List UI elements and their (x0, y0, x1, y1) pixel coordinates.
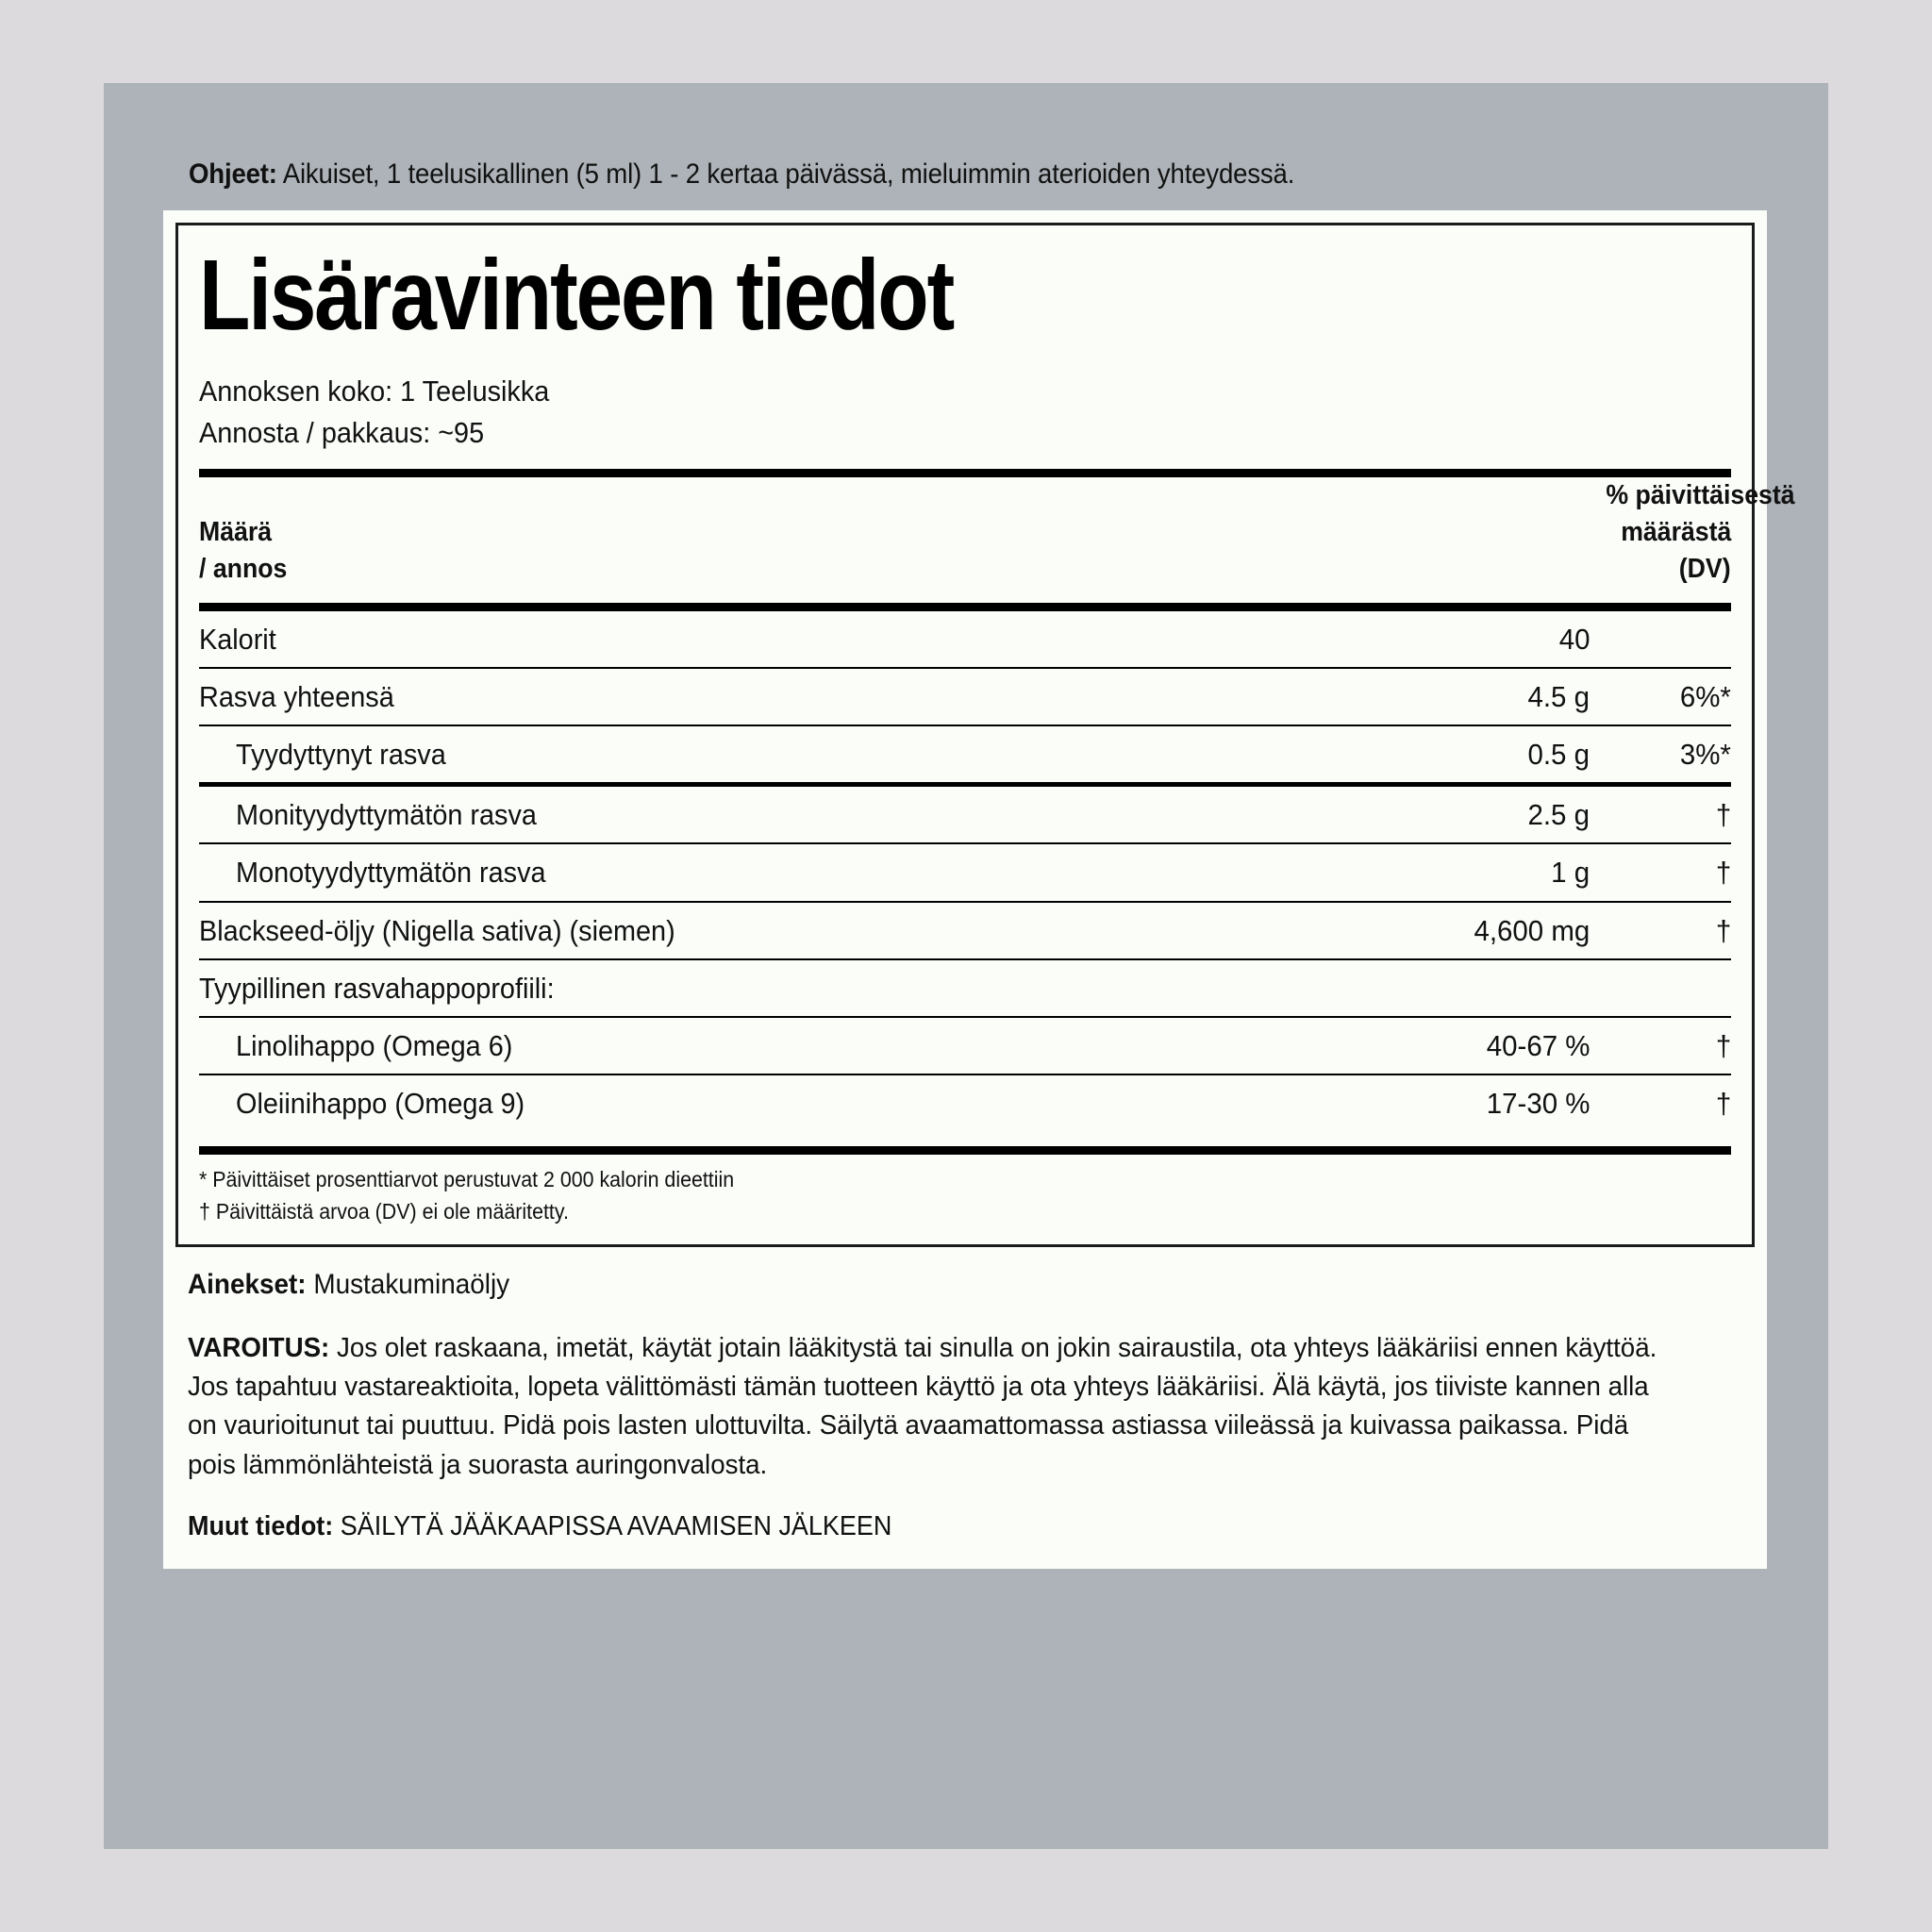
nutrient-dv-cell (1590, 902, 1731, 959)
nutrient-amount: 2.5 g (1527, 798, 1590, 832)
header-dv-cell (1590, 477, 1795, 588)
nutrient-name: Linolihappo (Omega 6) (236, 1029, 513, 1063)
nutrient-amount-cell (1387, 611, 1590, 668)
table-row (199, 725, 1731, 785)
nutrient-dv: † (1715, 798, 1731, 832)
nutrient-dv: 3%* (1679, 738, 1731, 772)
nutrient-name-cell (199, 1074, 1387, 1131)
nutrition-table-body (199, 477, 1795, 588)
table-row (199, 611, 1731, 668)
ingredients-text: Mustakuminaöljy (313, 1269, 510, 1301)
nutrient-dv-cell (1590, 785, 1731, 844)
nutrient-name: Monityydyttymätön rasva (236, 798, 537, 832)
nutrient-name-cell (199, 959, 1387, 1017)
servings-per-container: Annosta / pakkaus: ~95 (199, 416, 485, 450)
ingredients-label: Ainekset: (188, 1269, 307, 1301)
footnotes (199, 1155, 1624, 1231)
other-info-text: SÄILYTÄ JÄÄKAAPISSA AVAAMISEN JÄLKEEN (340, 1510, 892, 1541)
nutrient-dv: † (1715, 913, 1731, 947)
nutrient-dv: † (1715, 856, 1731, 890)
nutrition-table (199, 477, 1795, 588)
warning-paragraph (188, 1329, 1676, 1485)
nutrient-dv-cell (1590, 843, 1731, 901)
nutrient-amount-cell (1387, 1017, 1590, 1074)
table-row (199, 1017, 1731, 1074)
table-row (199, 668, 1731, 725)
directions-line (189, 157, 1647, 192)
nutrient-amount-cell (1387, 668, 1590, 725)
other-info-line (188, 1509, 1637, 1545)
header-dv-line3: (DV) (1679, 553, 1731, 584)
nutrient-amount-cell (1387, 1074, 1590, 1131)
warning-label: VAROITUS: (188, 1333, 330, 1364)
table-row (199, 959, 1731, 1017)
nutrient-name-cell (199, 902, 1387, 959)
nutrient-name: Tyypillinen rasvahappoprofiili: (199, 971, 555, 1005)
nutrient-amount: 40-67 % (1486, 1029, 1590, 1063)
footnote-star: * Päivittäiset prosenttiarvot perustuvat 2 000 kalorin dieettiin (199, 1167, 735, 1192)
nutrient-amount-cell (1387, 785, 1590, 844)
nutrition-rows-table (199, 611, 1731, 1132)
header-bottom-rule (199, 603, 1731, 611)
nutrient-dv-cell (1590, 1017, 1731, 1074)
header-amount-line1: Määrä (199, 517, 273, 547)
table-bottom-rule (199, 1146, 1731, 1155)
nutrient-name-cell (199, 725, 1387, 785)
directions-label: Ohjeet: (189, 158, 277, 190)
header-spacer-cell (1387, 477, 1590, 588)
header-top-rule (199, 469, 1731, 477)
nutrient-name: Tyydyttynyt rasva (236, 738, 446, 772)
nutrient-name: Oleiinihappo (Omega 9) (236, 1087, 525, 1121)
supplement-facts-box (175, 223, 1795, 1247)
nutrient-dv: 6%* (1679, 679, 1731, 713)
nutrient-dv-cell (1590, 668, 1731, 725)
nutrient-amount: 17-30 % (1486, 1087, 1590, 1121)
supplement-label-panel (104, 83, 1828, 1849)
nutrient-amount: 0.5 g (1527, 738, 1590, 772)
supplement-facts-card (163, 210, 1795, 1569)
nutrient-name-cell (199, 1017, 1387, 1074)
nutrient-name: Rasva yhteensä (199, 679, 394, 713)
nutrient-name: Blackseed-öljy (Nigella sativa) (siemen) (199, 913, 675, 947)
nutrient-dv-cell (1590, 611, 1731, 668)
serving-size: Annoksen koko: 1 Teelusikka (199, 375, 550, 408)
header-dv-line2: määrästä (1620, 517, 1731, 547)
nutrient-amount-cell (1387, 725, 1590, 785)
nutrient-amount: 4.5 g (1527, 679, 1590, 713)
table-row (199, 902, 1731, 959)
label-footer-content (163, 1247, 1767, 1569)
table-row (199, 1074, 1731, 1131)
nutrient-amount: 1 g (1551, 856, 1590, 890)
nutrient-dv-cell (1590, 959, 1731, 1017)
warning-text: Jos olet raskaana, imetät, käytät jotain lääkitystä tai sinulla on jokin sairaustila, ota yhteys lääkäriisi ennen käyttöä. Jos tapahtuu vastareaktioita, lopeta välittömästi tämän tuotteen käyttö ja ota yhteys lääkäriisi. Älä käytä, jos tiiviste kannen alla on vaurioitunut tai puuttuu. Pidä pois lasten ulottuvilta. Säilytä avaamattomassa astiassa viileässä ja kuivassa paikassa. Pidä pois lämmönlähteistä ja suorasta auringonvalosta. (188, 1333, 1657, 1480)
table-header-row (199, 477, 1731, 588)
nutrient-name: Monotyydyttymätön rasva (236, 856, 546, 890)
footnote-dagger: † Päivittäistä arvoa (DV) ei ole määritetty. (199, 1198, 569, 1224)
table-row (199, 785, 1731, 844)
table-row (199, 843, 1731, 901)
nutrient-dv: † (1715, 1029, 1731, 1063)
page-title: Lisäravinteen tiedot (199, 240, 954, 351)
nutrient-name-cell (199, 611, 1387, 668)
nutrition-rows-body (199, 611, 1731, 1132)
nutrient-amount-cell (1387, 843, 1590, 901)
header-amount-line2: / annos (199, 553, 288, 584)
nutrient-dv-cell (1590, 725, 1731, 785)
nutrient-amount: 40 (1558, 622, 1590, 656)
nutrient-amount-cell (1387, 959, 1590, 1017)
header-dv-line1: % päivittäisestä (1606, 480, 1795, 511)
nutrient-name-cell (199, 843, 1387, 901)
nutrient-dv: † (1715, 1087, 1731, 1121)
directions-text: Aikuiset, 1 teelusikallinen (5 ml) 1 - 2 kertaa päivässä, mieluimmin aterioiden yhteydessä. (282, 158, 1295, 190)
nutrient-amount: 4,600 mg (1474, 913, 1590, 947)
other-info-label: Muut tiedot: (188, 1510, 334, 1541)
nutrient-amount-cell (1387, 902, 1590, 959)
nutrient-name-cell (199, 785, 1387, 844)
nutrient-name: Kalorit (199, 622, 276, 656)
nutrient-dv-cell (1590, 1074, 1731, 1131)
header-amount-cell (199, 477, 1387, 588)
nutrient-name-cell (199, 668, 1387, 725)
ingredients-line (188, 1266, 1637, 1303)
